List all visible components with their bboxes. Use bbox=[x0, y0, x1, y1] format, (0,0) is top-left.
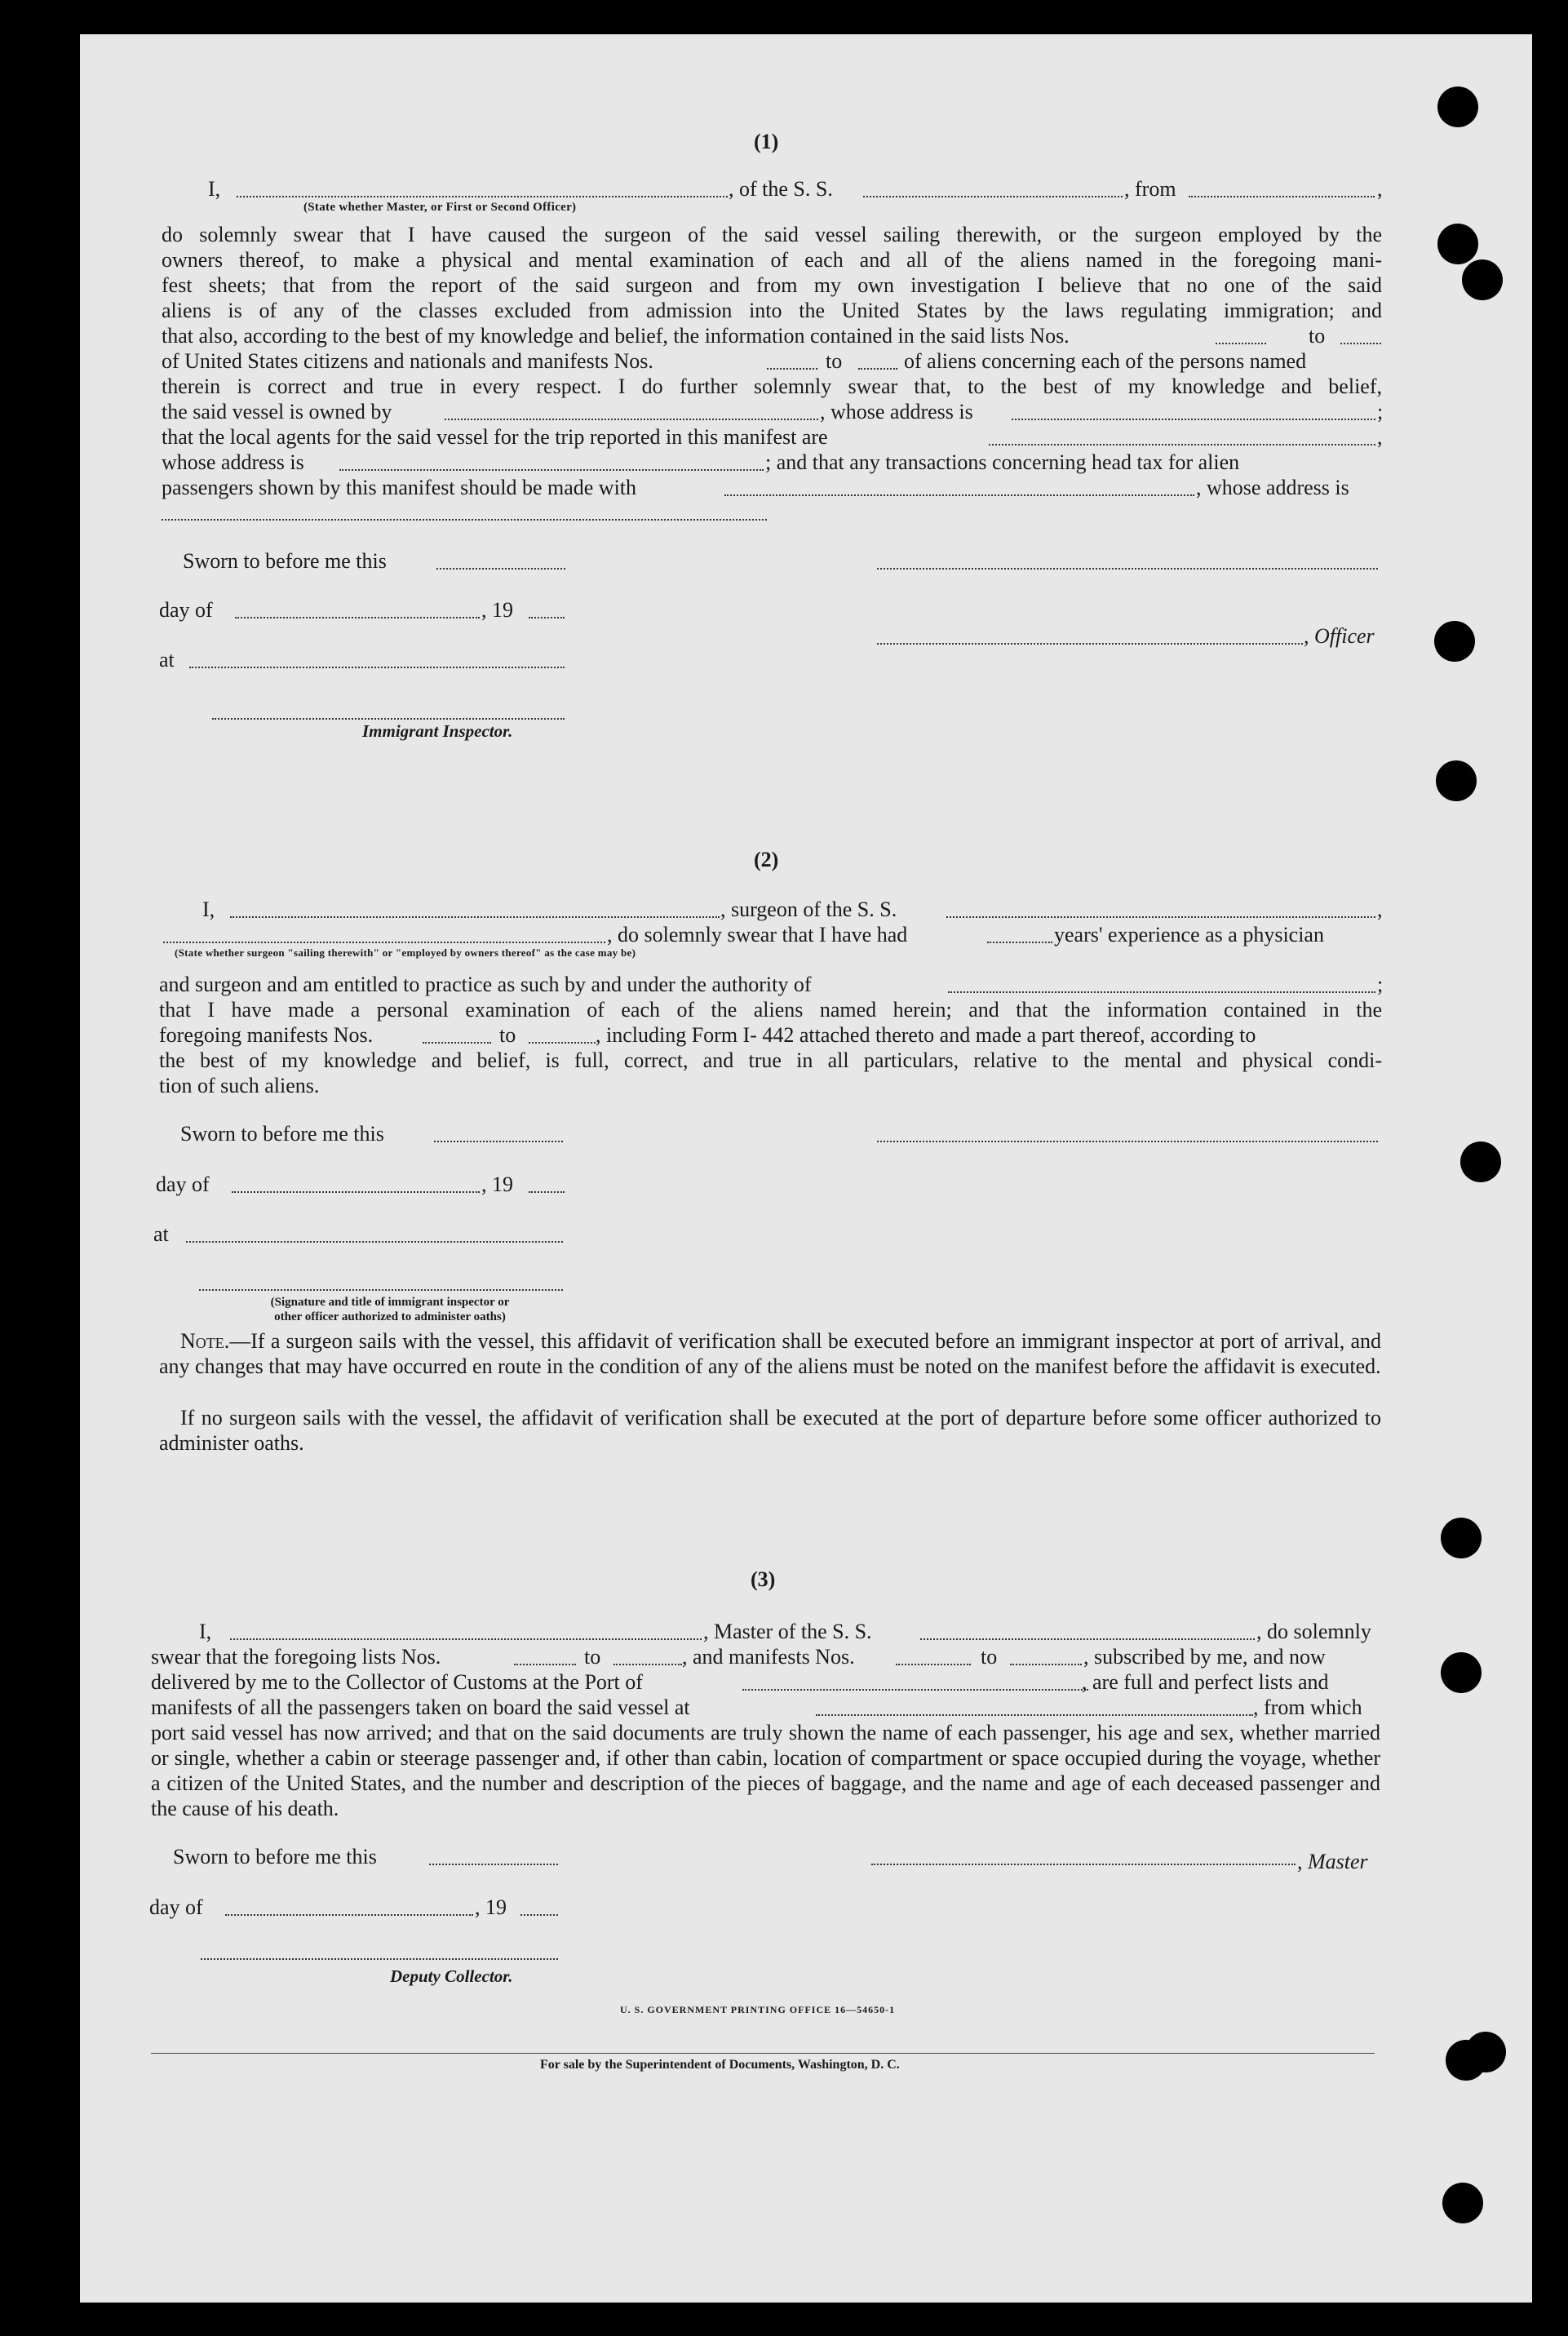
s2-body-2: that I have made a personal examination of each of the aliens named herein; and that the information contained in the bbox=[159, 998, 1382, 1022]
s3-manifests-to-blank[interactable] bbox=[1010, 1664, 1082, 1665]
s1-day-of-label: day of bbox=[159, 598, 213, 622]
s3-l3b: , are full and perfect lists and bbox=[1082, 1670, 1329, 1694]
s1-inspector-label: Immigrant Inspector. bbox=[362, 721, 513, 741]
s2-sub-note: (State whether surgeon "sailing therewith" or "employed by owners thereof" as the case may be) bbox=[175, 946, 636, 959]
footer-rule bbox=[151, 2053, 1375, 2054]
agents-address-blank[interactable] bbox=[339, 469, 764, 471]
vessel-name-blank[interactable] bbox=[863, 196, 1123, 197]
s3-l4a: manifests of all the passengers taken on board the said vessel at bbox=[151, 1695, 690, 1719]
s1-body-line: do solemnly swear that I have caused the surgeon of the said vessel sailing therewith, or the surgeon employed by the bbox=[162, 223, 1382, 246]
surgeon-status-blank[interactable] bbox=[163, 942, 605, 943]
s2-body-1: and surgeon and am entitled to practice as such by and under the authority of bbox=[159, 973, 812, 996]
local-agents-blank[interactable] bbox=[989, 444, 1375, 445]
punch-hole bbox=[1436, 760, 1477, 801]
years-experience-blank[interactable] bbox=[987, 942, 1052, 943]
s1-year-blank[interactable] bbox=[529, 617, 565, 618]
note-paragraph-1 bbox=[159, 1328, 1381, 1379]
s2-day-of-label: day of bbox=[156, 1172, 210, 1196]
s1-body-line: of United States citizens and nationals and manifests Nos. bbox=[162, 349, 653, 373]
from-port-blank[interactable] bbox=[1189, 196, 1375, 197]
punch-hole bbox=[1462, 259, 1503, 300]
head-tax-address-blank[interactable] bbox=[162, 519, 767, 521]
s3-month-blank[interactable] bbox=[225, 1914, 473, 1916]
printing-office-line: U. S. GOVERNMENT PRINTING OFFICE 16—54650-1 bbox=[620, 2004, 896, 2015]
comma: , bbox=[1377, 177, 1383, 201]
manifests-to-blank[interactable] bbox=[858, 368, 897, 370]
s1-body-line: fest sheets; that from the report of the said surgeon and from my own investigation I believe that no one of the said bbox=[162, 273, 1382, 297]
s3-l2d: to bbox=[981, 1645, 998, 1669]
s2-manifest-from-blank[interactable] bbox=[423, 1042, 491, 1044]
s2-month-blank[interactable] bbox=[232, 1191, 480, 1193]
s2-years: years' experience as a physician bbox=[1054, 923, 1324, 946]
manifests-from-blank[interactable] bbox=[767, 368, 817, 370]
s2-body-3c: , including Form I- 442 attached thereto and made a part thereof, according to bbox=[596, 1023, 1256, 1047]
s2-manifest-to-blank[interactable] bbox=[529, 1042, 596, 1044]
note-label: Note. bbox=[180, 1329, 230, 1353]
surgeon-name-blank[interactable] bbox=[230, 916, 720, 918]
note-text-1: —If a surgeon sails with the vessel, this affidavit of verification shall be executed before an immigrant inspector at port of arrival, and any changes that may have occurred en route in the condition of any of the aliens must be noted on the manifest before the affidavit is executed. bbox=[159, 1329, 1381, 1378]
lists-from-blank[interactable] bbox=[1216, 343, 1266, 344]
customs-port-blank[interactable] bbox=[742, 1689, 1088, 1691]
s2-body-3a: foregoing manifests Nos. bbox=[159, 1023, 374, 1047]
punch-hole bbox=[1442, 2183, 1483, 2223]
s1-year-label: , 19 bbox=[481, 598, 513, 622]
owner-address-blank[interactable] bbox=[1012, 419, 1375, 420]
s1-at-blank[interactable] bbox=[189, 667, 565, 668]
s2-i-label: I, bbox=[202, 898, 215, 921]
s1-body-line: passengers shown by this manifest should be made with bbox=[162, 476, 637, 499]
s2-sig-note-2: other officer authorized to administer oaths) bbox=[274, 1310, 506, 1323]
punch-hole bbox=[1441, 1652, 1482, 1693]
s2-vessel-blank[interactable] bbox=[946, 916, 1375, 918]
s3-day-of-label: day of bbox=[149, 1895, 203, 1919]
s3-i-label: I, bbox=[199, 1620, 212, 1643]
s2-year-blank[interactable] bbox=[529, 1191, 565, 1193]
comma: , bbox=[1377, 898, 1383, 921]
semicolon: ; bbox=[1377, 400, 1384, 423]
s1-from-label: , from bbox=[1124, 177, 1176, 201]
s1-whose-address: , whose address is bbox=[820, 400, 973, 423]
section-2-heading: (2) bbox=[754, 848, 779, 871]
s3-lists-from-blank[interactable] bbox=[514, 1664, 576, 1665]
s1-signature-line[interactable] bbox=[877, 568, 1378, 570]
s3-master-label: , Master bbox=[1297, 1850, 1368, 1873]
punch-hole bbox=[1434, 621, 1475, 662]
s3-manifests-from-blank[interactable] bbox=[896, 1664, 971, 1665]
s2-sworn-date-blank[interactable] bbox=[434, 1141, 563, 1142]
s1-body-line: that the local agents for the said vessel for the trip reported in this manifest are bbox=[162, 425, 828, 449]
s2-signature-line[interactable] bbox=[877, 1141, 1378, 1142]
sale-line: For sale by the Superintendent of Documents, Washington, D. C. bbox=[540, 2058, 900, 2072]
s1-month-blank[interactable] bbox=[235, 617, 480, 618]
note-paragraph-2: If no surgeon sails with the vessel, the affidavit of verification shall be executed at the port of departure before some officer authorized to administer oaths. bbox=[159, 1406, 1381, 1455]
s3-year-blank[interactable] bbox=[520, 1914, 558, 1916]
s2-body-5: tion of such aliens. bbox=[159, 1074, 320, 1097]
s2-at-blank[interactable] bbox=[186, 1241, 563, 1243]
master-name-blank[interactable] bbox=[230, 1638, 702, 1640]
s2-inspector-sig-line[interactable] bbox=[199, 1289, 563, 1291]
s3-vessel-blank[interactable] bbox=[920, 1638, 1255, 1640]
s3-l2a: swear that the foregoing lists Nos. bbox=[151, 1645, 441, 1669]
s1-sworn-date-blank[interactable] bbox=[436, 568, 565, 570]
officer-rank-blank[interactable] bbox=[237, 196, 728, 197]
s1-sub-note: (State whether Master, or First or Second Officer) bbox=[303, 201, 577, 214]
s3-l2b: to bbox=[584, 1645, 601, 1669]
punch-hole bbox=[1441, 1518, 1482, 1558]
s3-l3a: delivered by me to the Collector of Customs at the Port of bbox=[151, 1670, 643, 1694]
s2-at-label: at bbox=[153, 1222, 169, 1246]
s1-inspector-line[interactable] bbox=[212, 718, 565, 720]
punch-hole bbox=[1437, 224, 1478, 264]
s1-of-ss-label: , of the S. S. bbox=[729, 177, 833, 201]
s1-body-line: whose address is bbox=[162, 450, 304, 474]
s2-surgeon-of: , surgeon of the S. S. bbox=[720, 898, 897, 921]
s3-year-label: , 19 bbox=[475, 1895, 507, 1919]
s3-l2e: , subscribed by me, and now bbox=[1083, 1645, 1326, 1669]
s3-do-solemnly: , do solemnly bbox=[1256, 1620, 1371, 1643]
owner-blank[interactable] bbox=[445, 419, 818, 420]
s3-deputy-line[interactable] bbox=[201, 1958, 558, 1960]
head-tax-party-blank[interactable] bbox=[724, 494, 1194, 496]
s1-officer-line[interactable] bbox=[877, 643, 1303, 645]
s1-whose-address: , whose address is bbox=[1196, 476, 1349, 499]
comma: , bbox=[1377, 425, 1383, 449]
s1-i-label: I, bbox=[208, 177, 221, 201]
authority-blank[interactable] bbox=[948, 991, 1375, 993]
s3-master-of: , Master of the S. S. bbox=[703, 1620, 872, 1643]
s1-to: to bbox=[826, 349, 843, 373]
s1-body-line: that also, according to the best of my knowledge and belief, the information contained in the said lists Nos. bbox=[162, 324, 1070, 348]
s1-and-that: ; and that any transactions concerning head tax for alien bbox=[765, 450, 1240, 474]
semicolon: ; bbox=[1377, 973, 1384, 996]
s1-body-line: aliens is of any of the classes excluded from admission into the United States by the laws regulating immigration; and bbox=[162, 299, 1382, 322]
embark-port-blank[interactable] bbox=[816, 1714, 1253, 1716]
punch-hole bbox=[1437, 86, 1478, 127]
s2-sig-note-1: (Signature and title of immigrant inspector or bbox=[270, 1296, 510, 1309]
s2-swear: , do solemnly swear that I have had bbox=[607, 923, 908, 946]
s1-to: to bbox=[1309, 324, 1326, 348]
s1-aliens-tail: of aliens concerning each of the persons named bbox=[904, 349, 1307, 373]
punch-hole bbox=[1460, 1141, 1501, 1182]
section-3-heading: (3) bbox=[751, 1567, 776, 1591]
s3-deputy-label: Deputy Collector. bbox=[390, 1966, 513, 1986]
s2-body-4: the best of my knowledge and belief, is full, correct, and true in all particulars, relative to the mental and physical condi- bbox=[159, 1048, 1382, 1072]
s1-at-label: at bbox=[159, 648, 175, 672]
lists-to-blank[interactable] bbox=[1340, 343, 1381, 344]
s1-body-line: the said vessel is owned by bbox=[162, 400, 392, 423]
s3-master-sig-line[interactable] bbox=[871, 1864, 1296, 1865]
s3-l2c: , and manifests Nos. bbox=[682, 1645, 855, 1669]
s2-body-3b: to bbox=[499, 1023, 516, 1047]
s3-body: port said vessel has now arrived; and that on the said documents are truly shown the name of each passenger, his age and sex, whether married or single, whether a cabin or steerage passenger and, if other than cabin, location of compartment or space occupied during the voyage, whether a citizen of the United States, and the number and description of the pieces of baggage, and the name and age of each deceased passenger and the cause of his death. bbox=[151, 1721, 1380, 1820]
section-1-heading: (1) bbox=[754, 130, 779, 153]
s3-l4b: , from which bbox=[1253, 1695, 1362, 1719]
s2-sworn-label: Sworn to before me this bbox=[180, 1122, 384, 1146]
s1-officer-label: , Officer bbox=[1304, 624, 1375, 648]
s3-lists-to-blank[interactable] bbox=[613, 1664, 682, 1665]
s1-sworn-label: Sworn to before me this bbox=[183, 549, 387, 573]
s1-body-line: owners thereof, to make a physical and mental examination of each and all of the aliens named in the foregoing mani- bbox=[162, 248, 1382, 272]
punch-hole bbox=[1465, 2032, 1506, 2072]
s3-sworn-label: Sworn to before me this bbox=[173, 1845, 377, 1868]
s2-year-label: , 19 bbox=[481, 1172, 513, 1196]
s1-body-line: therein is correct and true in every respect. I do further solemnly swear that, to the best of my knowledge and belief, bbox=[162, 375, 1382, 398]
s3-sworn-date-blank[interactable] bbox=[429, 1864, 558, 1865]
